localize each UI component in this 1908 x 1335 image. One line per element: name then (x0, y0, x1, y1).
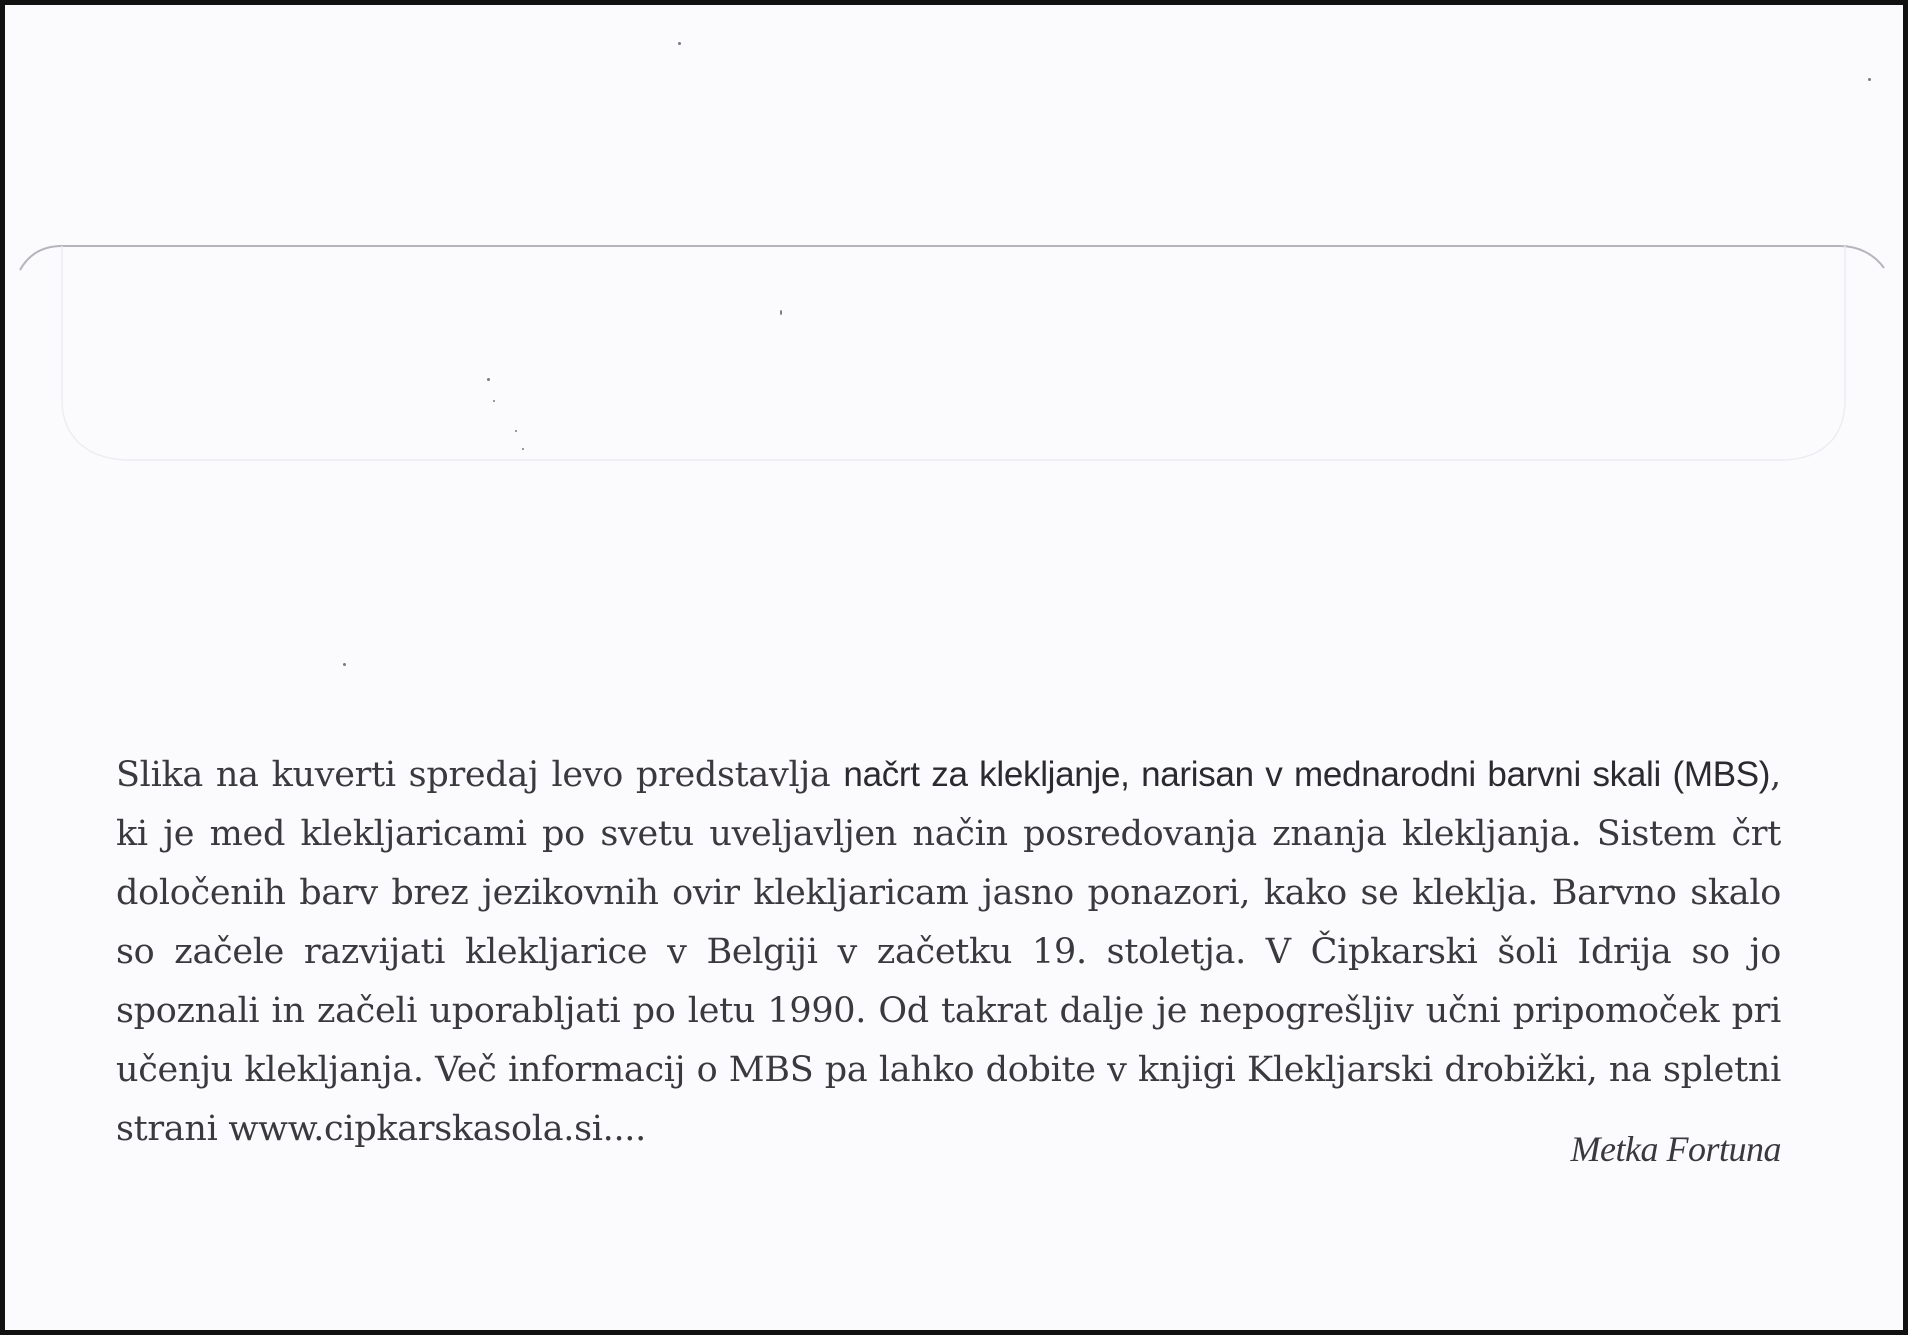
scan-speck (678, 42, 681, 45)
message-highlight: načrt za klekljanje, narisan v mednarodni barvni skali (MBS) (843, 755, 1771, 794)
scan-speck (515, 430, 517, 432)
message-part-1: Slika na kuverti spredaj levo predstavlja (116, 755, 844, 795)
scan-speck (343, 663, 346, 666)
message-part-2: , ki je med klekljaricami po svetu uveljavljen način posredovanja znanja klekljanja. Sistem črt določenih barv brez jezikovnih ovir klekljaricam jasno ponazori, kako se kleklja. Barvno skalo so začele razvijati klekljarice v Belgiji v začetku 19. stoletja. V Čipkarski šoli Idrija so jo spoznali in začeli uporabljati po letu 1990. Od takrat dalje je nepogrešljiv učni pripomoček pri učenju klekljanja. Več informacij o MBS pa lahko dobite v knjigi Klekljarski drobižki, na spletni strani www.cipkarskasola.si.... (116, 755, 1781, 1149)
scan-speck (522, 448, 524, 450)
author-signature: Metka Fortuna (1570, 1129, 1781, 1169)
scan-speck (780, 310, 782, 315)
scan-speck (493, 400, 495, 402)
envelope-message (116, 745, 1781, 1159)
scan-speck (1868, 78, 1871, 81)
scan-speck (487, 378, 490, 381)
